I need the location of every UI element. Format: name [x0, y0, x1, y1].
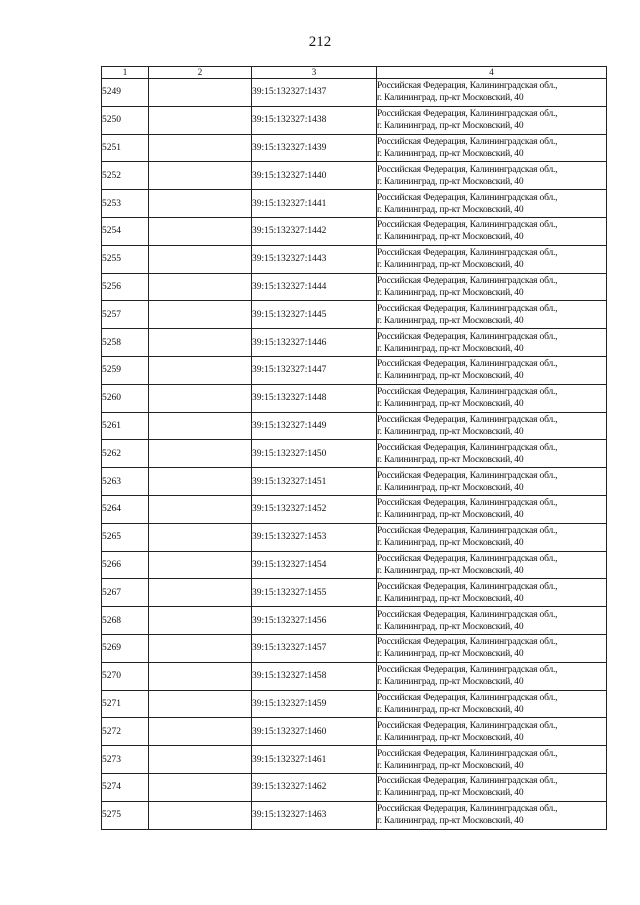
row-number: 5266 [102, 551, 149, 579]
row-number: 5270 [102, 662, 149, 690]
row-number: 5258 [102, 329, 149, 357]
row-number: 5249 [102, 79, 149, 107]
table-header [102, 67, 607, 79]
address-line-2: г. Калининград, пр-кт Московский, 40 [377, 148, 524, 159]
address-line-2: г. Калининград, пр-кт Московский, 40 [377, 93, 524, 104]
table-row [102, 746, 607, 774]
row-name-cell [149, 718, 252, 746]
address-line-1: Российская Федерация, Калининградская обл., [377, 692, 558, 703]
table-row [102, 79, 607, 107]
table-row [102, 106, 607, 134]
table-row [102, 273, 607, 301]
address-line-1: Российская Федерация, Калининградская обл., [377, 136, 558, 147]
table-row [102, 523, 607, 551]
address-cell [377, 106, 607, 134]
table-row [102, 329, 607, 357]
cadastral-number: 39:15:132327:1449 [252, 412, 377, 440]
address-line-1: Российская Федерация, Калининградская обл., [377, 581, 558, 592]
cadastral-number: 39:15:132327:1455 [252, 579, 377, 607]
address-line-1: Российская Федерация, Калининградская обл., [377, 804, 558, 815]
address-cell [377, 607, 607, 635]
address-line-1: Российская Федерация, Калининградская обл., [377, 109, 558, 120]
cadastral-number: 39:15:132327:1454 [252, 551, 377, 579]
row-number: 5255 [102, 245, 149, 273]
address-line-2: г. Калининград, пр-кт Московский, 40 [377, 121, 524, 132]
address-cell [377, 801, 607, 829]
address-line-1: Российская Федерация, Калининградская обл., [377, 331, 558, 342]
address-line-1: Российская Федерация, Калининградская обл., [377, 164, 558, 175]
table-body [102, 79, 607, 830]
row-number: 5271 [102, 690, 149, 718]
address-line-1: Российская Федерация, Калининградская обл., [377, 275, 558, 286]
page-number: 212 [308, 34, 332, 50]
address-line-1: Российская Федерация, Калининградская обл., [377, 665, 558, 676]
row-number: 5268 [102, 607, 149, 635]
address-cell [377, 273, 607, 301]
address-line-2: г. Калининград, пр-кт Московский, 40 [377, 510, 524, 521]
row-number: 5260 [102, 384, 149, 412]
address-line-2: г. Калининград, пр-кт Московский, 40 [377, 482, 524, 493]
address-cell [377, 523, 607, 551]
address-cell [377, 551, 607, 579]
address-line-1: Российская Федерация, Калининградская обл., [377, 248, 558, 259]
address-line-1: Российская Федерация, Калининградская обл., [377, 81, 558, 92]
header-row [102, 67, 607, 79]
address-line-2: г. Калининград, пр-кт Московский, 40 [377, 176, 524, 187]
address-cell [377, 773, 607, 801]
address-cell [377, 134, 607, 162]
row-number: 5269 [102, 634, 149, 662]
row-name-cell [149, 356, 252, 384]
column-header-4: 4 [377, 67, 607, 79]
address-cell [377, 412, 607, 440]
row-number: 5275 [102, 801, 149, 829]
row-number: 5259 [102, 356, 149, 384]
address-line-2: г. Калининград, пр-кт Московский, 40 [377, 593, 524, 604]
cadastral-number: 39:15:132327:1442 [252, 217, 377, 245]
row-number: 5251 [102, 134, 149, 162]
cadastral-number: 39:15:132327:1462 [252, 773, 377, 801]
row-number: 5254 [102, 217, 149, 245]
address-line-1: Российская Федерация, Калининградская обл., [377, 359, 558, 370]
row-name-cell [149, 412, 252, 440]
address-cell [377, 495, 607, 523]
address-line-1: Российская Федерация, Калининградская обл., [377, 553, 558, 564]
cadastral-number: 39:15:132327:1460 [252, 718, 377, 746]
table-row [102, 801, 607, 829]
address-cell [377, 79, 607, 107]
row-name-cell [149, 662, 252, 690]
address-line-1: Российская Федерация, Калининградская обл., [377, 637, 558, 648]
address-line-2: г. Калининград, пр-кт Московский, 40 [377, 649, 524, 660]
table-row [102, 773, 607, 801]
row-name-cell [149, 607, 252, 635]
cadastral-number: 39:15:132327:1458 [252, 662, 377, 690]
row-number: 5263 [102, 468, 149, 496]
cadastral-number: 39:15:132327:1456 [252, 607, 377, 635]
cadastral-number: 39:15:132327:1450 [252, 440, 377, 468]
row-name-cell [149, 773, 252, 801]
address-line-1: Российская Федерация, Калининградская обл., [377, 442, 558, 453]
table-row [102, 384, 607, 412]
address-line-2: г. Калининград, пр-кт Московский, 40 [377, 204, 524, 215]
address-cell [377, 440, 607, 468]
row-name-cell [149, 690, 252, 718]
row-number: 5267 [102, 579, 149, 607]
address-line-2: г. Калининград, пр-кт Московский, 40 [377, 621, 524, 632]
address-line-2: г. Калининград, пр-кт Московский, 40 [377, 760, 524, 771]
row-name-cell [149, 634, 252, 662]
row-number: 5253 [102, 190, 149, 218]
address-cell [377, 468, 607, 496]
cadastral-number: 39:15:132327:1461 [252, 746, 377, 774]
address-line-2: г. Калининград, пр-кт Московский, 40 [377, 816, 524, 827]
row-number: 5265 [102, 523, 149, 551]
row-number: 5257 [102, 301, 149, 329]
table-row [102, 134, 607, 162]
cadastral-number: 39:15:132327:1439 [252, 134, 377, 162]
address-cell [377, 162, 607, 190]
row-number: 5264 [102, 495, 149, 523]
row-number: 5272 [102, 718, 149, 746]
address-line-1: Российская Федерация, Калининградская обл., [377, 526, 558, 537]
cadastral-number: 39:15:132327:1437 [252, 79, 377, 107]
row-number: 5274 [102, 773, 149, 801]
row-name-cell [149, 162, 252, 190]
cadastral-number: 39:15:132327:1453 [252, 523, 377, 551]
cadastral-number: 39:15:132327:1441 [252, 190, 377, 218]
cadastral-number: 39:15:132327:1452 [252, 495, 377, 523]
address-cell [377, 217, 607, 245]
table-row [102, 579, 607, 607]
address-line-1: Российская Федерация, Калининградская обл., [377, 470, 558, 481]
address-line-1: Российская Федерация, Калининградская обл., [377, 192, 558, 203]
address-line-1: Российская Федерация, Калининградская обл., [377, 776, 558, 787]
address-cell [377, 329, 607, 357]
address-line-2: г. Калининград, пр-кт Московский, 40 [377, 399, 524, 410]
cadastral-number: 39:15:132327:1447 [252, 356, 377, 384]
address-line-2: г. Калининград, пр-кт Московский, 40 [377, 732, 524, 743]
row-name-cell [149, 440, 252, 468]
address-cell [377, 690, 607, 718]
column-header-1: 1 [102, 67, 149, 79]
table-row [102, 301, 607, 329]
cadastral-number: 39:15:132327:1446 [252, 329, 377, 357]
row-name-cell [149, 106, 252, 134]
row-number: 5250 [102, 106, 149, 134]
address-cell [377, 634, 607, 662]
address-line-2: г. Калининград, пр-кт Московский, 40 [377, 232, 524, 243]
row-name-cell [149, 495, 252, 523]
row-name-cell [149, 190, 252, 218]
cadastral-number: 39:15:132327:1444 [252, 273, 377, 301]
address-cell [377, 301, 607, 329]
table-row [102, 607, 607, 635]
row-name-cell [149, 579, 252, 607]
row-name-cell [149, 468, 252, 496]
table-row [102, 412, 607, 440]
address-line-1: Российская Федерация, Калининградская обл., [377, 387, 558, 398]
table-row [102, 634, 607, 662]
address-line-2: г. Калининград, пр-кт Московский, 40 [377, 426, 524, 437]
table-row [102, 468, 607, 496]
row-number: 5273 [102, 746, 149, 774]
table-row [102, 662, 607, 690]
row-name-cell [149, 134, 252, 162]
table-row [102, 718, 607, 746]
column-header-2: 2 [149, 67, 252, 79]
address-line-2: г. Калининград, пр-кт Московский, 40 [377, 788, 524, 799]
row-name-cell [149, 523, 252, 551]
address-cell [377, 579, 607, 607]
cadastral-number: 39:15:132327:1459 [252, 690, 377, 718]
address-line-2: г. Калининград, пр-кт Московский, 40 [377, 287, 524, 298]
address-line-2: г. Калининград, пр-кт Московский, 40 [377, 454, 524, 465]
address-line-2: г. Калининград, пр-кт Московский, 40 [377, 343, 524, 354]
table-row [102, 440, 607, 468]
address-line-1: Российская Федерация, Калининградская обл., [377, 609, 558, 620]
row-number: 5252 [102, 162, 149, 190]
address-line-2: г. Калининград, пр-кт Московский, 40 [377, 315, 524, 326]
cadastral-number: 39:15:132327:1448 [252, 384, 377, 412]
row-name-cell [149, 746, 252, 774]
address-line-2: г. Калининград, пр-кт Московский, 40 [377, 704, 524, 715]
row-name-cell [149, 245, 252, 273]
address-line-1: Российская Федерация, Калининградская обл., [377, 720, 558, 731]
address-line-1: Российская Федерация, Калининградская обл., [377, 748, 558, 759]
address-cell [377, 245, 607, 273]
row-name-cell [149, 217, 252, 245]
row-number: 5256 [102, 273, 149, 301]
row-name-cell [149, 79, 252, 107]
row-number: 5261 [102, 412, 149, 440]
address-line-2: г. Калининград, пр-кт Московский, 40 [377, 565, 524, 576]
cadastral-number: 39:15:132327:1440 [252, 162, 377, 190]
table-row [102, 495, 607, 523]
cadastral-number: 39:15:132327:1457 [252, 634, 377, 662]
table-row [102, 190, 607, 218]
address-cell [377, 746, 607, 774]
row-name-cell [149, 551, 252, 579]
address-line-2: г. Калининград, пр-кт Московский, 40 [377, 260, 524, 271]
address-cell [377, 356, 607, 384]
row-name-cell [149, 329, 252, 357]
cadastral-number: 39:15:132327:1443 [252, 245, 377, 273]
address-cell [377, 384, 607, 412]
address-line-2: г. Калининград, пр-кт Московский, 40 [377, 371, 524, 382]
cadastral-number: 39:15:132327:1445 [252, 301, 377, 329]
table-row [102, 162, 607, 190]
cadastral-number: 39:15:132327:1463 [252, 801, 377, 829]
row-name-cell [149, 301, 252, 329]
address-line-1: Российская Федерация, Калининградская обл., [377, 498, 558, 509]
address-cell [377, 718, 607, 746]
registry-table [101, 66, 607, 830]
table-row [102, 551, 607, 579]
row-number: 5262 [102, 440, 149, 468]
address-line-2: г. Калининград, пр-кт Московский, 40 [377, 538, 524, 549]
row-name-cell [149, 273, 252, 301]
table-row [102, 690, 607, 718]
cadastral-number: 39:15:132327:1451 [252, 468, 377, 496]
table-row [102, 245, 607, 273]
address-line-1: Российская Федерация, Калининградская обл., [377, 220, 558, 231]
row-name-cell [149, 801, 252, 829]
table-row [102, 356, 607, 384]
address-line-1: Российская Федерация, Калининградская обл., [377, 414, 558, 425]
column-header-3: 3 [252, 67, 377, 79]
row-name-cell [149, 384, 252, 412]
address-cell [377, 662, 607, 690]
address-line-2: г. Калининград, пр-кт Московский, 40 [377, 677, 524, 688]
address-cell [377, 190, 607, 218]
table-row [102, 217, 607, 245]
address-line-1: Российская Федерация, Калининградская обл., [377, 303, 558, 314]
cadastral-number: 39:15:132327:1438 [252, 106, 377, 134]
